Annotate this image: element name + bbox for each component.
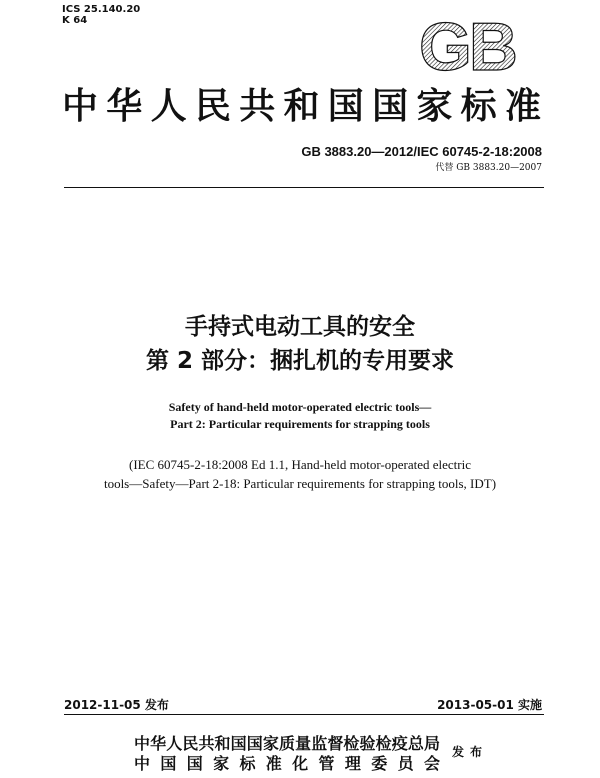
idt-note-line1: (IEC 60745-2-18:2008 Ed 1.1, Hand-held motor-operated electric xyxy=(129,457,471,472)
top-divider xyxy=(64,187,544,188)
chinese-title-line1: 手持式电动工具的安全 xyxy=(185,314,415,340)
classification-codes xyxy=(62,4,140,26)
ics-code: ICS 25.140.20 xyxy=(62,4,141,15)
issuing-agency-aqsiq: 中华人民共和国国家质量监督检验检疫总局 xyxy=(134,734,440,753)
idt-note-line2: tools—Safety—Part 2-18: Particular requirements for strapping tools, IDT) xyxy=(103,476,497,491)
issuing-agency-sac: 中国国家标准化管理委员会 xyxy=(134,754,440,773)
publish-label: 发布 xyxy=(452,745,489,759)
national-standard-title: 中华人民共和国国家标准 xyxy=(62,85,542,127)
implementation-date: 2013-05-01 实施 xyxy=(437,698,542,712)
english-title-line1: Safety of hand-held motor-operated electric tools— xyxy=(168,400,432,414)
gb-logo-text: GB xyxy=(419,18,515,74)
gb-logo xyxy=(404,18,530,74)
ccs-code: K 64 xyxy=(62,15,88,26)
standard-number: GB 3883.20—2012/IEC 60745-2-18:2008 xyxy=(301,144,542,159)
chinese-title-line2: 第 2 部分：捆扎机的专用要求 xyxy=(145,348,455,374)
replaces-note: 代替 GB 3883.20—2007 xyxy=(435,163,542,173)
issue-date: 2012-11-05 发布 xyxy=(64,698,169,712)
bottom-divider xyxy=(64,714,544,715)
english-title-line2: Part 2: Particular requirements for strapping tools xyxy=(170,417,430,431)
